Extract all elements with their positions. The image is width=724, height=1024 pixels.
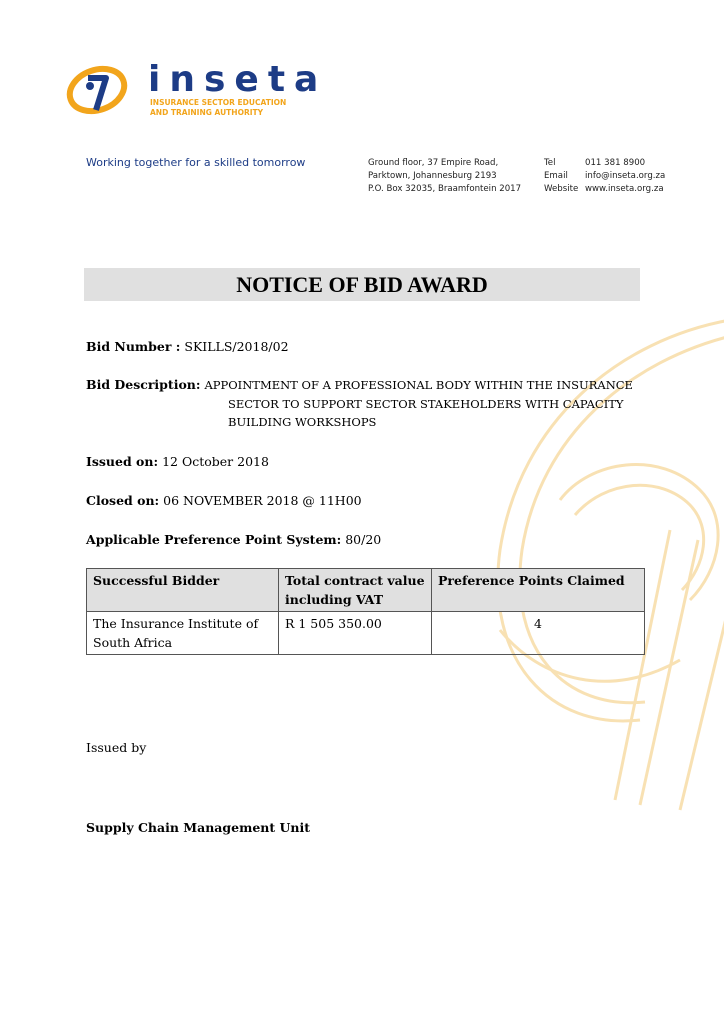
table-header-row: [87, 569, 645, 612]
contact-label: Website: [544, 184, 579, 194]
contact-label: Email: [544, 171, 568, 181]
email-address[interactable]: info@inseta.org.za: [585, 171, 666, 181]
bid-number-row: [86, 338, 289, 356]
column-header: Total contract value including VAT: [279, 569, 432, 612]
preference-system-value: 80/20: [345, 532, 382, 547]
issuing-unit: Supply Chain Management Unit: [86, 820, 311, 835]
table-row: [87, 612, 645, 655]
preference-points-cell: 4: [432, 612, 645, 655]
bid-description-label: Bid Description:: [86, 377, 201, 392]
phone-number: 011 381 8900: [585, 158, 646, 168]
address-line: Ground floor, 37 Empire Road,: [368, 158, 499, 168]
brand-subtitle: [150, 98, 320, 118]
award-table: [86, 568, 645, 655]
bid-description-line: APPOINTMENT OF A PROFESSIONAL BODY WITHIN THE INSURANCE: [204, 378, 633, 392]
issued-on-row: [86, 453, 269, 471]
bid-description-line: SECTOR TO SUPPORT SECTOR STAKEHOLDERS WITH CAPACITY: [228, 397, 624, 411]
contract-value-cell: R 1 505 350.00: [279, 612, 432, 655]
address-block: [368, 157, 528, 196]
contact-label: Tel: [544, 158, 556, 168]
page-title: NOTICE OF BID AWARD: [236, 271, 488, 297]
issued-on-label: Issued on:: [86, 454, 159, 469]
preference-system-label: Applicable Preference Point System:: [86, 532, 342, 547]
brand-subtitle-line-2: AND TRAINING AUTHORITY: [150, 108, 264, 117]
contact-block: [544, 157, 704, 196]
closed-on-row: [86, 492, 362, 510]
address-line: P.O. Box 32035, Braamfontein 2017: [368, 184, 522, 194]
column-header: Preference Points Claimed: [432, 569, 645, 612]
issued-by-text: Issued by: [86, 740, 147, 755]
successful-bidder-cell: The Insurance Institute of South Africa: [87, 612, 279, 655]
address-line: Parktown, Johannesburg 2193: [368, 171, 497, 181]
brand-name: inseta: [148, 59, 328, 100]
tagline: Working together for a skilled tomorrow: [86, 156, 306, 169]
website-link[interactable]: www.inseta.org.za: [585, 184, 664, 194]
preference-system-row: [86, 531, 381, 549]
bid-number-value: SKILLS/2018/02: [184, 339, 289, 354]
issued-on-value: 12 October 2018: [162, 454, 269, 469]
bid-description-line: BUILDING WORKSHOPS: [228, 415, 377, 429]
closed-on-value: 06 NOVEMBER 2018 @ 11H00: [163, 493, 362, 508]
brand-subtitle-line-1: INSURANCE SECTOR EDUCATION: [150, 98, 287, 107]
inseta-logo-icon: [66, 64, 128, 116]
title-banner: [84, 268, 640, 301]
column-header: Successful Bidder: [87, 569, 279, 612]
bid-number-label: Bid Number :: [86, 339, 181, 354]
closed-on-label: Closed on:: [86, 493, 160, 508]
bid-description-row: [86, 376, 633, 394]
